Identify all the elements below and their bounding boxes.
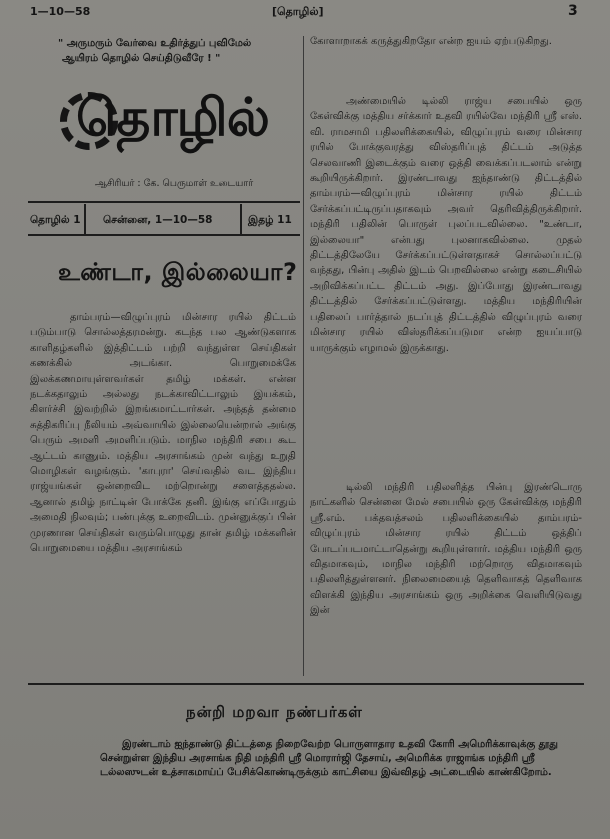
issue-rule-top [28, 201, 300, 203]
headline: உண்டா, இல்லையா? [58, 258, 298, 286]
right-column-para-3: டில்லி மந்திரி பதிலளித்த பின்பு இரண்டொரு நாட்களில் சென்னை மேல் சபையில் ஒரு கேள்விக்கு மந்திரி ஸ்ரீ.எம். பக்தவத்சலம் பதிலளிக்கையில் தாம்பரம்-விழுப்புரம் மின்சார ரயில் திட்டம் ஒத்திப் போடப்படமாட்டாதென்று கூறியுள்ளார். மத்திய மந்திரி ஒரு விதமாகவும், மாநில மந்திரி மற்றொரு விதமாகவும் பதிலளித்துள்ளனர். நிலைமையைத் தெளிவாகத் தெளிவாக விளக்கி இந்திய அரசாங்கம் ஒரு அறிக்கை வெளியிடுவது இன் [310, 482, 582, 617]
header-journal-name: [தொழில்] [272, 5, 324, 18]
issue-rule-bottom [28, 234, 300, 236]
left-column-text: தாம்பரம்—விழுப்புரம் மின்சார ரயில் திட்டம் படும்பாடு சொல்லத்தரமன்று. கடந்த பல ஆண்டுகளாக காளிதழ்களில் இத்திட்டம் பற்றி வந்துள்ள செய்திகள் கணக்கில் அடங்கா. பொறுமைக்கே இலக்கணமாயுள்ளவர்கள் தமிழ் மக்கள். என்ன நடக்கதாலும் அல்லது நடக்காவிட்டாலும் இயக்கம், கிளர்ச்சி இவற்றில் இறங்கமாட்டார்கள். அந்தத் தன்மை சுத்திகரிப்பு நீலியம் அவ்வாயில் இல்லையென்றால் அங்கு பெரும் அமளி அமளிப்படும். மாநில மந்திரி சபை கூட ஆட்டம் காணும். மத்திய அரசாங்கம் முன் வந்து உறுதி மொழிகள் வழங்கும். 'காபுரா' செய்வதில் வட இந்திய ராஜ்யங்கள் ஒன்றைவிட மற்றொன்று சளைத்ததல்ல. ஆனால் தமிழ் நாட்டின் போக்கே தனி. இங்கு எப்போதும் அமைதி நிலவும்; பண்புக்கு உறைவிடம். முன்னுக்குப் பின் முரணான செய்திகள் வரும்பொழுது தான் தமிழ் மக்களின் பொறுமையை மத்திய அரசாங்கம் [30, 312, 296, 555]
motto [58, 36, 308, 66]
column-divider [303, 36, 304, 676]
motto-line-2: ஆயிரம் தொழில் செய்திடுவீரே ! " [62, 53, 221, 64]
right-column-para-1: கோளாறாகக் கருத்துகிறதோ என்ற ஐயம் ஏற்படுகிறது. [310, 36, 552, 47]
bottom-section-rule [28, 683, 584, 685]
issue-divider-2 [240, 204, 242, 234]
issue-volume: தொழில் 1 [30, 214, 81, 226]
issue-divider-1 [84, 204, 86, 234]
bottom-section-text: இரண்டாம் ஐந்தாண்டு திட்டத்தை நிறைவேற்ற பொருளாதார உதவி கோரி அமெரிக்காவுக்கு தூது சென்றுள்ள இந்திய அரசாங்க நிதி மந்திரி ஸ்ரீ மொரார்ஜி தேசாய், அமெரிக்க ராஜாங்க மந்திரி ஸ்ரீ டல்லஸுடன் உத்சாகமாய்ப் பேசிக்கொண்டிருக்கும் காட்சியை இவ்விதழ் அட்டையில் காண்கிறோம். [100, 739, 558, 778]
masthead-title: தொழில் [76, 88, 269, 148]
header-page-number: 3 [568, 3, 578, 19]
motto-line-1: " அருமரும் வேர்வை உதிர்த்துப் புவிமேல் [58, 38, 252, 49]
issue-number: இதழ் 11 [248, 214, 292, 226]
issue-place-date: சென்னை, 1—10—58 [103, 214, 213, 226]
header-date: 1—10—58 [30, 5, 91, 18]
right-column-para-2: அண்மையில் டில்லி ராஜ்ய சபையில் ஒரு கேள்விக்கு மத்திய சர்க்கார் உதவி ரயில்வே மந்திரி ஸ்ரீ எஸ். வி. ராமசாமி பதிலளிக்கையில், விழுப்புரம் வரை மின்சார ரயில் போக்குவரத்து விஸ்தரிப்புத் திட்டம் அடுத்த செலவாணி இடைக்கும் வரை ஒத்தி வைக்கப்படலாம் என்று கூறியிருக்கிறார். இரண்டாவது ஐந்தாண்டு திட்டத்தில் தாம்பரம்—விழுப்புரம் மின்சார ரயில் திட்டம் சேர்க்கப்பட்டிருப்பதாகவும் அவர் தெரிவித்திருக்கிறார். மந்திரி பதிலின் பொருள் புலப்படவில்லை. "உண்டா, இல்லையா" என்பது புலனாகவில்லை. முதல் திட்டத்திலேயே சேர்க்கப்பட்டுள்ளதாகச் சொல்லப்பட்டு வந்தது, பின்பு அதில் இடம் பெறவில்லை என்று கடைசியில் அறிவிக்கப்பட்ட திட்டம் அது. இப்போது இரண்டாவது திட்டத்தில் சேர்க்கப்பட்டுள்ளது. மத்திய மந்திரியின் பதிலைப் பார்த்தால் நடப்புத் திட்டத்தில் விழுப்புரம் வரை மின்சார ரயில் விஸ்தரிக்கப்படுமா என்ற ஐயப்பாடு யாருக்கும் எழாமல் இருக்காது. [310, 96, 582, 354]
editor-line: ஆசிரியர் : கே. பெருமாள் உடையார் [95, 178, 254, 189]
bottom-section-title: நன்றி மறவா நண்பர்கள் [186, 703, 363, 721]
